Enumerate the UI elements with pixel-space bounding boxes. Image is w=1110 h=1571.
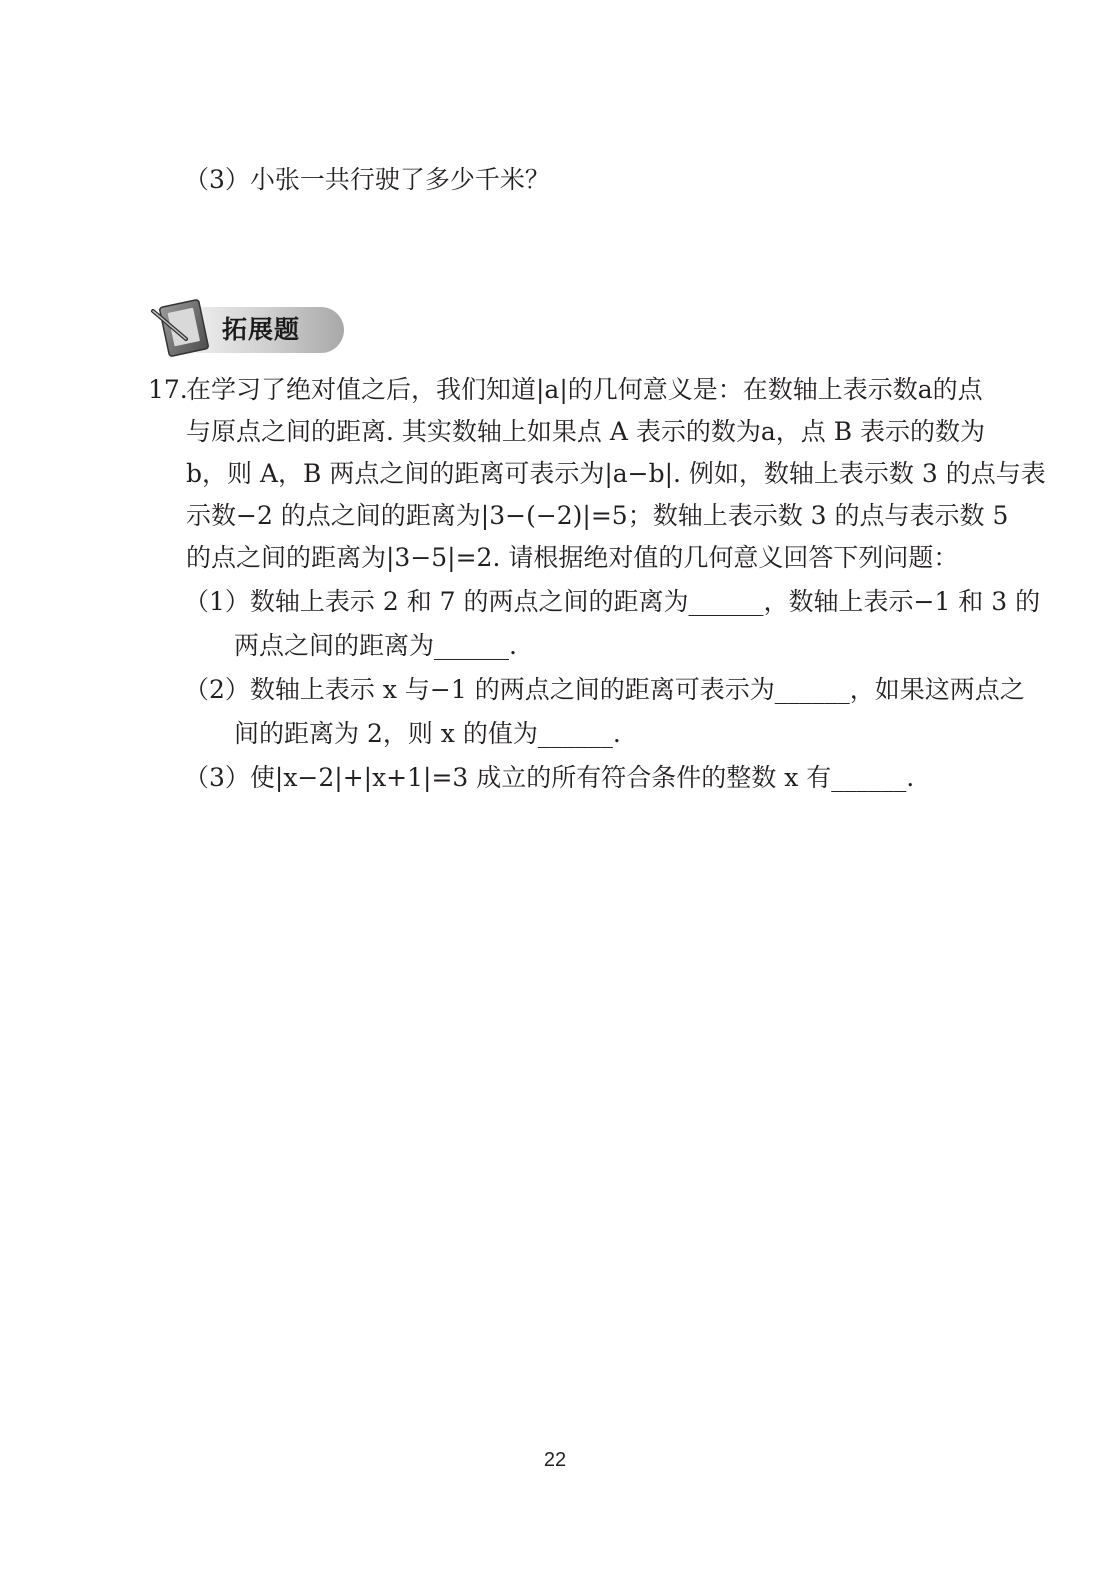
subquestion-1-line-2: 两点之间的距离为______. — [234, 631, 517, 660]
subquestion-3-line-1: （3）使|x−2|+|x+1|=3 成立的所有符合条件的整数 x 有______. — [184, 763, 915, 792]
question-3-text: （3）小张一共行驶了多少千米？ — [184, 165, 550, 194]
section-banner — [150, 295, 345, 361]
problem-line-4: 示数−2 的点之间的距离为|3−(−2)|=5；数轴上表示数 3 的点与表示数 5 — [186, 501, 1009, 530]
problem-line-2: 与原点之间的距离. 其实数轴上如果点 A 表示的数为a，点 B 表示的数为 — [186, 417, 986, 446]
subquestion-2-line-2: 间的距离为 2，则 x 的值为______. — [234, 719, 621, 748]
problem-line-1: 在学习了绝对值之后，我们知道|a|的几何意义是：在数轴上表示数a的点 — [186, 375, 983, 404]
page-number: 22 — [543, 1449, 567, 1471]
problem-line-5: 的点之间的距离为|3−5|=2. 请根据绝对值的几何意义回答下列问题： — [186, 543, 959, 572]
problem-line-3: b，则 A，B 两点之间的距离可表示为|a−b|. 例如，数轴上表示数 3 的点与表 — [186, 459, 1046, 488]
subquestion-1-line-1: （1）数轴上表示 2 和 7 的两点之间的距离为______，数轴上表示−1 和 3 的 — [184, 587, 1041, 616]
banner-label: 拓展题 — [222, 315, 301, 344]
subquestion-2-line-1: （2）数轴上表示 x 与−1 的两点之间的距离可表示为______，如果这两点之 — [184, 675, 1025, 704]
notebook-pen-icon — [150, 295, 216, 361]
problem-number: 17. — [148, 375, 188, 404]
